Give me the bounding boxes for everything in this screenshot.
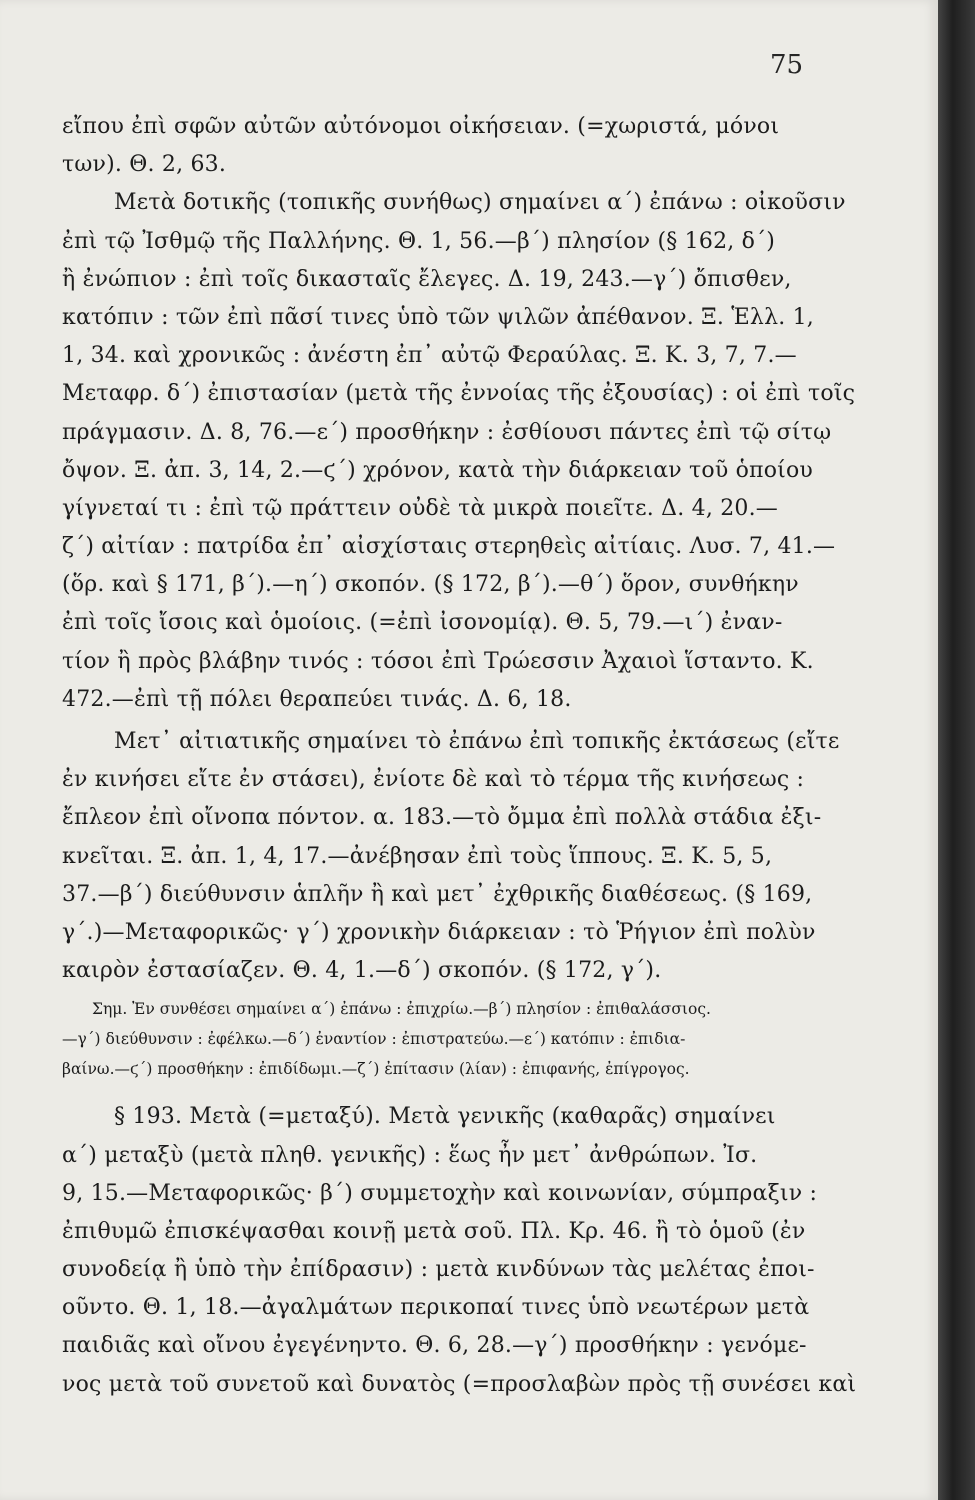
text-line: παιδιᾶς καὶ οἴνου ἐγεγένηντο. Θ. 6, 28.—γ΄) προσθήκην : γενόμε- <box>62 1333 807 1359</box>
section-heading-line: § 193. Μετὰ (=μεταξύ). Μετὰ γενικῆς (καθαρᾶς) σημαίνει <box>114 1104 776 1130</box>
text-line: 37.—β΄) διεύθυνσιν ἁπλῆν ἢ καὶ μετ᾿ ἐχθρικῆς διαθέσεως. (§ 169, <box>62 881 813 907</box>
text-line: γ΄.)—Μεταφορικῶς· γ΄) χρονικὴν διάρκειαν : τὸ Ῥήγιον ἐπὶ πολὺν <box>62 919 816 945</box>
text-line: Μεταφρ. δ΄) ἐπιστασίαν (μετὰ τῆς ἐννοίας τῆς ἐξουσίας) : οἱ ἐπὶ τοῖς <box>62 381 856 407</box>
text-line: τίον ἢ πρὸς βλάβην τινός : τόσοι ἐπὶ Τρώεσσιν Ἀχαιοὶ ἵσταντο. Κ. <box>62 648 814 674</box>
text-line: ἐπὶ τῷ Ἰσθμῷ τῆς Παλλήνης. Θ. 1, 56.—β΄) πλησίον (§ 162, δ΄) <box>62 228 776 254</box>
text-line: των). Θ. 2, 63. <box>62 152 227 178</box>
text-line: ἐν κινήσει εἴτε ἐν στάσει), ἐνίοτε δὲ καὶ τὸ τέρμα τῆς κινήσεως : <box>62 767 805 793</box>
text-line: ζ΄) αἰτίαν : πατρίδα ἐπ᾿ αἰσχίσταις στερηθεὶς αἰτίαις. Λυσ. 7, 41.— <box>62 534 836 560</box>
text-line: κνεῖται. Ξ. ἀπ. 1, 4, 17.—ἀνέβησαν ἐπὶ τοὺς ἵππους. Ξ. Κ. 5, 5, <box>62 843 773 869</box>
page-text <box>62 108 868 1404</box>
text-line: 472.—ἐπὶ τῇ πόλει θεραπεύει τινάς. Δ. 6, 18. <box>62 686 572 712</box>
text-line: ἔπλεον ἐπὶ οἴνοπα πόντον. α. 183.—τὸ ὄμμα ἐπὶ πολλὰ στάδια ἐξι- <box>62 805 822 831</box>
note-line: Σημ. Ἐν συνθέσει σημαίνει α΄) ἐπάνω : ἐπιχρίω.—β΄) πλησίον : ἐπιθαλάσσιος. <box>92 1000 711 1019</box>
text-line: συνοδείᾳ ἢ ὑπὸ τὴν ἐπίδρασιν) : μετὰ κινδύνων τὰς μελέτας ἐποι- <box>62 1257 815 1283</box>
text-line: εἴπου ἐπὶ σφῶν αὐτῶν αὐτόνομοι οἰκήσειαν. (=χωριστά, μόνοι <box>62 114 780 139</box>
text-line: γίγνεταί τι : ἐπὶ τῷ πράττειν οὐδὲ τὰ μικρὰ ποιεῖτε. Δ. 4, 20.— <box>62 495 778 521</box>
text-line: ἐπιθυμῶ ἐπισκέψασθαι κοινῇ μετὰ σοῦ. Πλ. Κρ. 46. ἢ τὸ ὁμοῦ (ἐν <box>62 1218 806 1244</box>
text-line: ὄψον. Ξ. ἀπ. 3, 14, 2.—ϛ΄) χρόνον, κατὰ τὴν διάρκειαν τοῦ ὁποίου <box>62 457 813 483</box>
text-line: Μετ᾿ αἰτιατικῆς σημαίνει τὸ ἐπάνω ἐπὶ τοπικῆς ἐκτάσεως (εἴτε <box>114 729 840 754</box>
text-line: πράγμασιν. Δ. 8, 76.—ε΄) προσθήκην : ἐσθίουσι πάντες ἐπὶ τῷ σίτῳ <box>62 419 832 445</box>
text-line: 9, 15.—Μεταφορικῶς· β΄) συμμετοχὴν καὶ κοινωνίαν, σύμπραξιν : <box>62 1180 818 1206</box>
page-number: 75 <box>770 50 804 80</box>
text-line: οῦντο. Θ. 1, 18.—ἀγαλμάτων περικοπαί τινες ὑπὸ νεωτέρων μετὰ <box>62 1295 810 1321</box>
text-line: ἢ ἐνώπιον : ἐπὶ τοῖς δικασταῖς ἔλεγες. Δ. 19, 243.—γ΄) ὄπισθεν, <box>62 266 792 292</box>
text-line: 1, 34. καὶ χρονικῶς : ἀνέστη ἐπ᾿ αὐτῷ Φεραύλας. Ξ. Κ. 3, 7, 7.— <box>62 343 797 369</box>
text-line: (ὅρ. καὶ § 171, β΄).—η΄) σκοπόν. (§ 172, β΄).—θ΄) ὅρον, συνθήκην <box>62 572 799 598</box>
text-line: νος μετὰ τοῦ συνετοῦ καὶ δυνατὸς (=προσλαβὼν πρὸς τῇ συνέσει καὶ <box>62 1371 857 1397</box>
note-line: —γ΄) διεύθυνσιν : ἐφέλκω.—δ΄) ἐναντίον : ἐπιστρατεύω.—ε΄) κατόπιν : ἐπιδια- <box>62 1030 686 1049</box>
text-line: Μετὰ δοτικῆς (τοπικῆς συνήθως) σημαίνει α΄) ἐπάνω : οἰκοῦσιν <box>114 190 846 216</box>
text-line: καιρὸν ἐστασίαζεν. Θ. 4, 1.—δ΄) σκοπόν. (§ 172, γ΄). <box>62 958 662 984</box>
text-line: κατόπιν : τῶν ἐπὶ πᾶσί τινες ὑπὸ τῶν ψιλῶν ἀπέθανον. Ξ. Ἑλλ. 1, <box>62 304 814 330</box>
text-line: ἐπὶ τοῖς ἴσοις καὶ ὁμοίοις. (=ἐπὶ ἰσονομίᾳ). Θ. 5, 79.—ι΄) ἐναν- <box>62 610 783 636</box>
page-edge-shadow <box>938 0 975 1500</box>
note-line: βαίνω.—ϛ΄) προσθήκην : ἐπιδίδωμι.—ζ΄) ἐπίτασιν (λίαν) : ἐπιφανής, ἐπίγρογος. <box>62 1060 690 1079</box>
text-line: α΄) μεταξὺ (μετὰ πληθ. γενικῆς) : ἕως ἦν μετ᾿ ἀνθρώπων. Ἰσ. <box>62 1142 758 1168</box>
